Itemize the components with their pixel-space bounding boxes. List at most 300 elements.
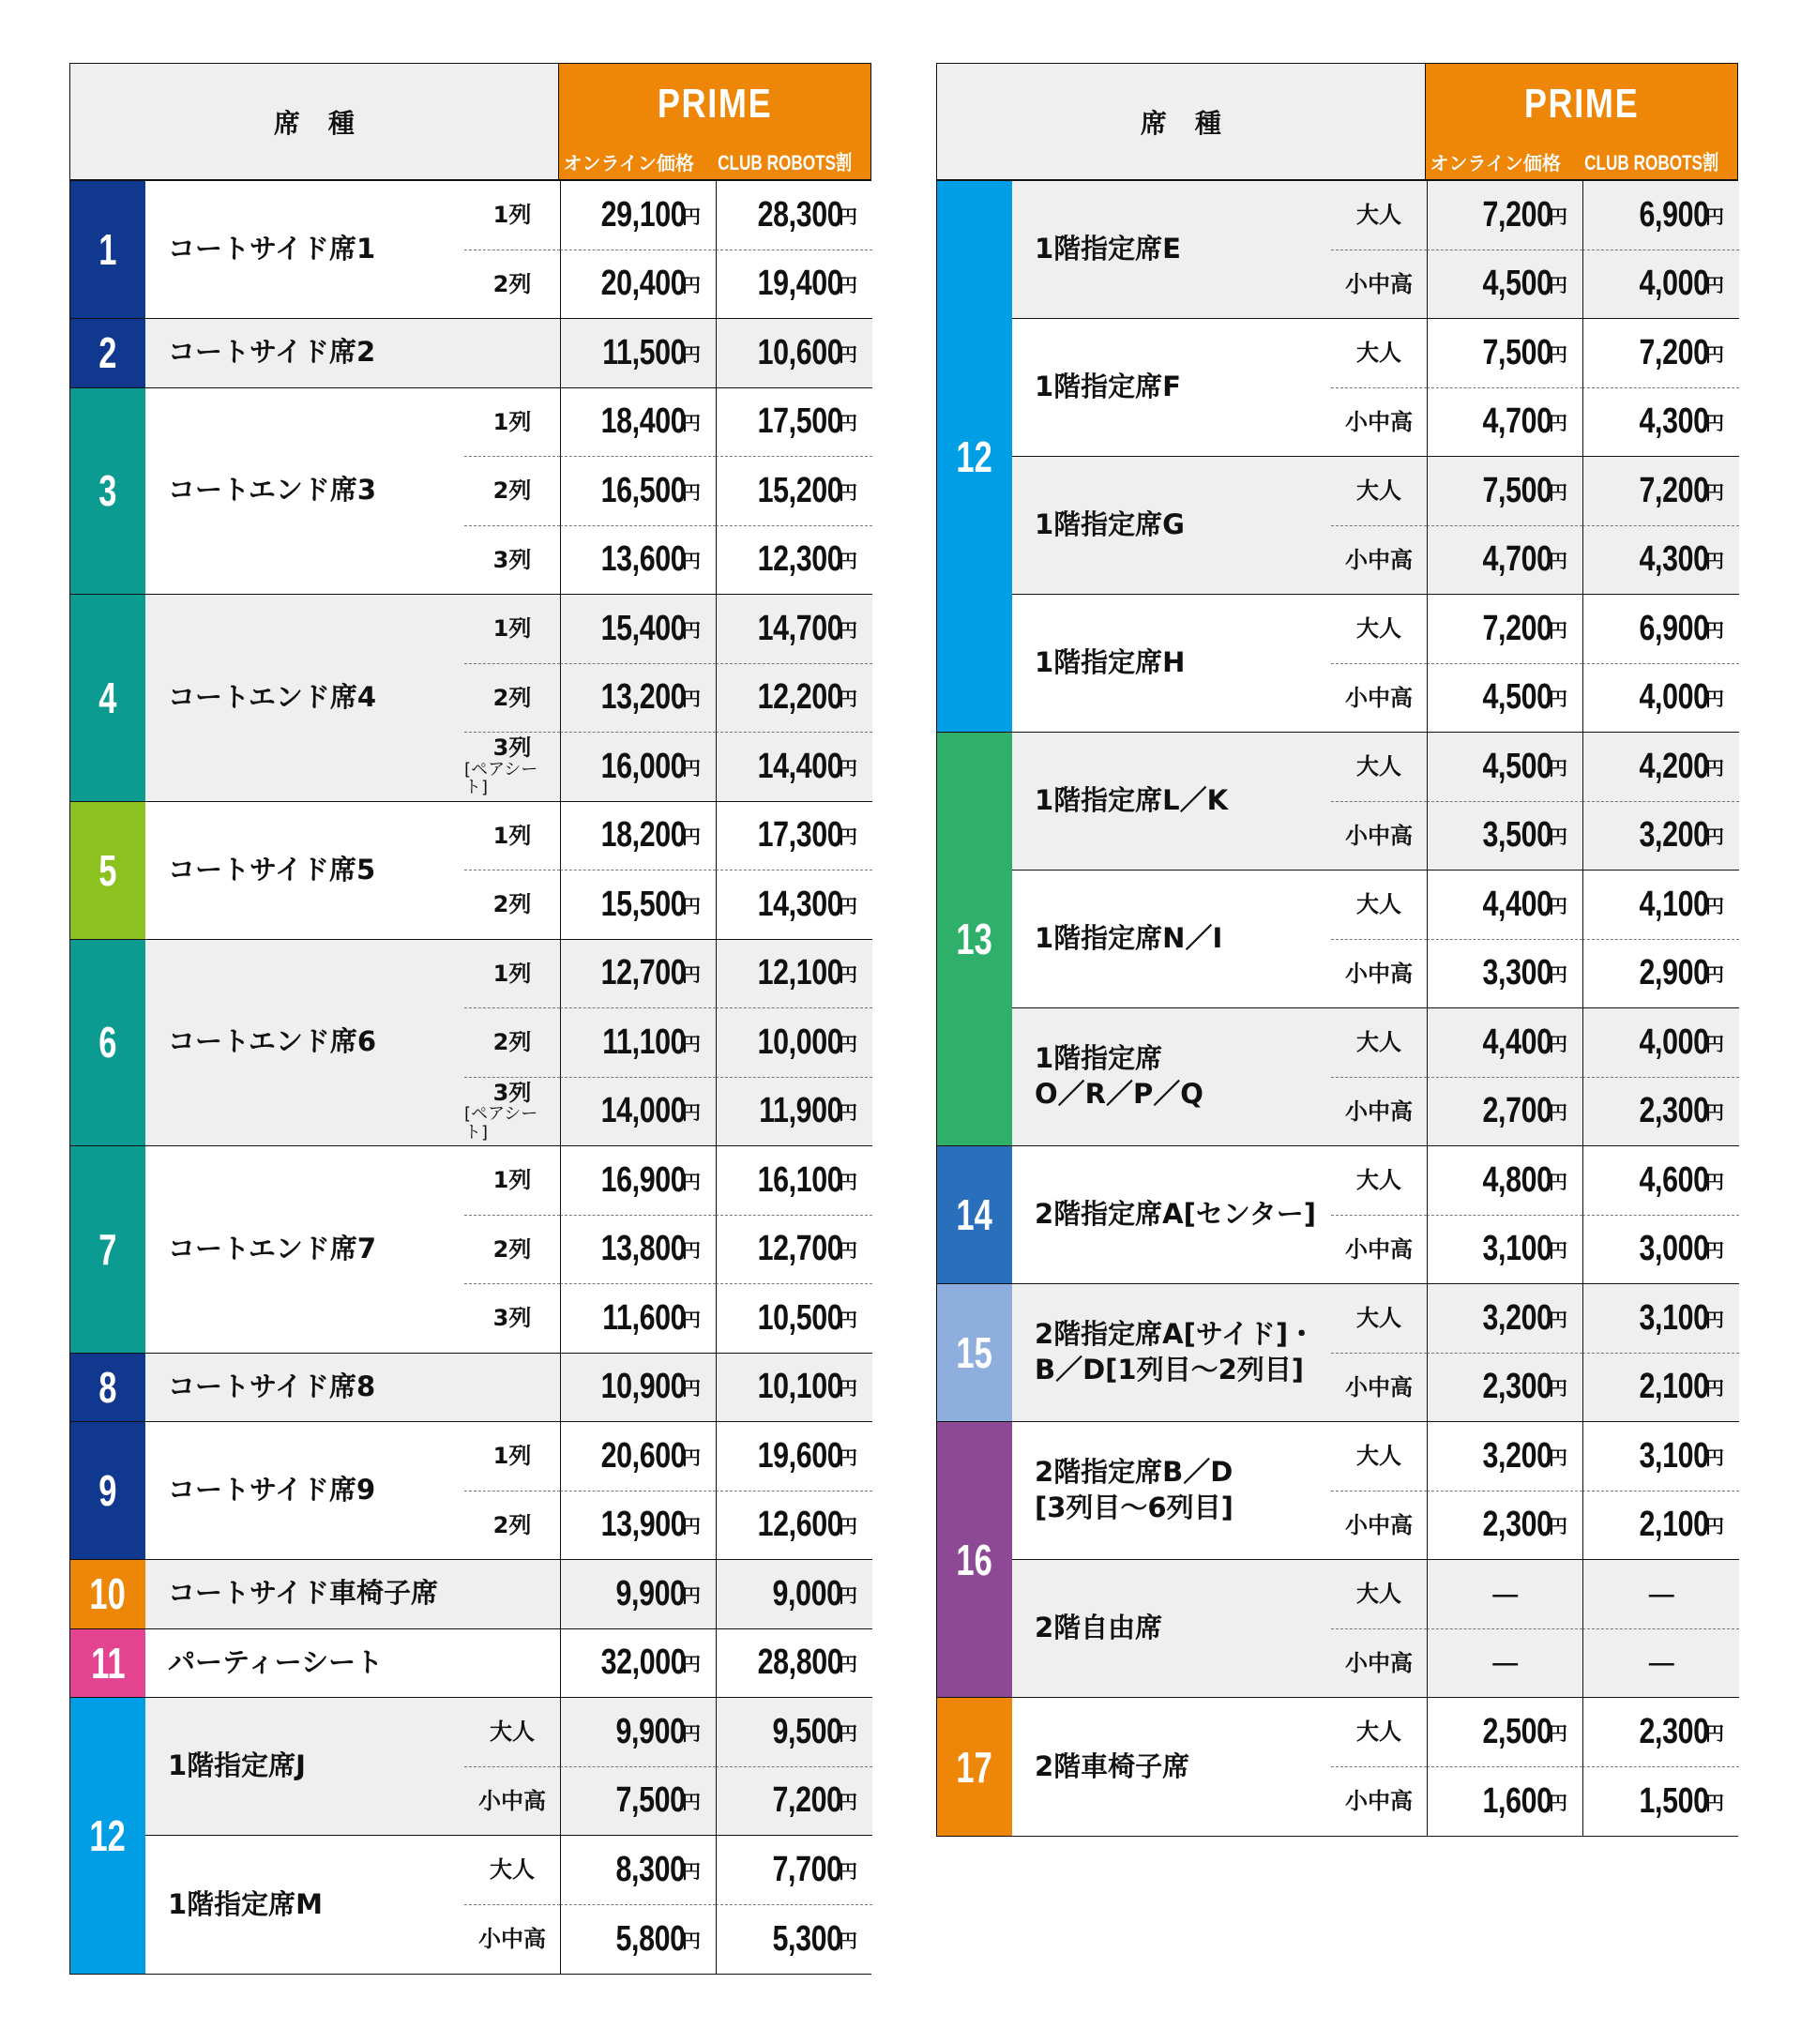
section-number-badge [937, 1284, 1012, 1422]
table-body-right [937, 181, 1737, 1836]
price-value: 10,600 [757, 332, 842, 372]
row-label-text: 2列 [492, 891, 532, 918]
row-label [464, 526, 560, 596]
price-value: 2,300 [1639, 1711, 1709, 1751]
online-price [1427, 250, 1582, 320]
section-number: 6 [98, 1018, 117, 1067]
yen-unit: 円 [682, 482, 701, 504]
online-price [560, 940, 716, 1009]
row-label-text: 1列 [492, 822, 532, 849]
yen-unit: 円 [839, 1861, 857, 1883]
club-robots-price [716, 457, 872, 526]
price-value: 7,700 [772, 1849, 842, 1889]
row-label [464, 1216, 560, 1285]
club-robots-price [716, 1078, 872, 1147]
price-value: 4,600 [1639, 1159, 1709, 1200]
club-robots-price [1582, 595, 1739, 664]
price-value: 19,600 [757, 1435, 842, 1476]
row-label-text: 小中高 [1345, 408, 1413, 435]
online-price [560, 1836, 716, 1905]
club-robots-price [1582, 1491, 1739, 1561]
online-price [1427, 1698, 1582, 1767]
online-price [1427, 595, 1582, 664]
yen-unit: 円 [1549, 827, 1567, 849]
section-number-badge [70, 1422, 145, 1560]
row-label [1331, 1698, 1427, 1767]
row-label [464, 733, 560, 802]
price-value: 3,100 [1482, 1229, 1552, 1269]
section-number-badge [70, 1560, 145, 1629]
row-label-text: 大人 [1356, 1718, 1401, 1746]
row-label-text: 小中高 [1345, 1788, 1413, 1815]
price-value: 7,500 [1482, 470, 1552, 510]
yen-unit: 円 [682, 1517, 701, 1538]
online-price [560, 1422, 716, 1491]
price-value: 3,200 [1482, 1297, 1552, 1338]
yen-unit: 円 [839, 1930, 857, 1952]
price-value: － [1489, 1648, 1521, 1685]
row-label-text: 大人 [1356, 1305, 1401, 1332]
row-label-text: 1列 [492, 1443, 532, 1470]
section-number: 3 [98, 466, 117, 516]
row-label-text: 1列 [492, 1167, 532, 1194]
section-number-badge [70, 1354, 145, 1423]
row-label [1331, 595, 1427, 664]
row-label-text: 小中高 [1345, 1098, 1413, 1125]
section-number-badge [70, 940, 145, 1147]
row-label [464, 1767, 560, 1837]
yen-unit: 円 [1705, 1517, 1724, 1538]
online-price [1427, 1560, 1582, 1629]
prime-title: PRIME [657, 80, 773, 127]
online-price [560, 1491, 716, 1561]
row-label-text: 大人 [1356, 615, 1401, 643]
price-value: 3,500 [1482, 815, 1552, 855]
row-label-text: 3列 [492, 1305, 532, 1332]
price-value: － [1645, 1579, 1677, 1615]
price-value: 16,000 [600, 746, 686, 786]
seat-name: 1階指定席H [1012, 595, 1331, 733]
price-value: 3,000 [1639, 1229, 1709, 1269]
yen-unit: 円 [1705, 552, 1724, 573]
club-robots-price [716, 871, 872, 940]
section-number: 12 [956, 432, 993, 481]
price-value: 18,400 [600, 401, 686, 442]
price-value: 2,300 [1639, 1091, 1709, 1131]
row-label [464, 1491, 560, 1561]
row-label-text: 1列 [492, 960, 532, 987]
price-value: 2,300 [1482, 1505, 1552, 1545]
table-header [937, 64, 1737, 181]
online-price [1427, 181, 1582, 250]
price-value: 3,300 [1482, 953, 1552, 993]
club-robots-price [716, 1698, 872, 1767]
price-value: 14,400 [757, 746, 842, 786]
row-label-text: 2列 [492, 1029, 532, 1056]
club-robots-price [716, 319, 872, 388]
price-value: 12,300 [757, 539, 842, 580]
section-number: 14 [956, 1190, 993, 1239]
club-robots-price [716, 802, 872, 871]
row-label [1331, 181, 1427, 250]
row-label [1331, 871, 1427, 940]
seat-name: コートエンド席4 [145, 595, 464, 802]
row-label-text: 小中高 [478, 1787, 546, 1814]
yen-unit: 円 [1705, 758, 1724, 780]
row-label [464, 457, 560, 526]
seat-type-header: 席種 [937, 64, 1426, 179]
club-robots-price [1582, 1146, 1739, 1216]
section-number-badge [70, 1698, 145, 1974]
price-value: 4,400 [1482, 884, 1552, 924]
price-value: 11,100 [602, 1022, 686, 1062]
row-label-text: 2列 [492, 1511, 532, 1538]
yen-unit: 円 [682, 896, 701, 917]
online-price [560, 1284, 716, 1354]
row-label [1331, 1354, 1427, 1423]
row-label [464, 1905, 560, 1975]
price-value: 13,900 [600, 1505, 686, 1545]
seat-name: 1階指定席F [1012, 319, 1331, 457]
row-label [464, 1354, 560, 1423]
yen-unit: 円 [1549, 552, 1567, 573]
row-label [464, 664, 560, 734]
price-value: 4,400 [1482, 1022, 1552, 1062]
price-value: 16,100 [757, 1159, 842, 1200]
club-robots-price [716, 1560, 872, 1629]
seat-name: コートサイド席8 [145, 1354, 464, 1423]
seat-name: コートエンド席3 [145, 388, 464, 596]
yen-unit: 円 [1705, 1103, 1724, 1125]
section-number: 11 [90, 1638, 126, 1688]
price-value: 15,500 [600, 884, 686, 924]
club-robots-price [1582, 1008, 1739, 1078]
row-label-text: 2列 [492, 1235, 532, 1263]
row-label [464, 1560, 560, 1629]
club-robots-price [1582, 871, 1739, 940]
yen-unit: 円 [839, 414, 857, 435]
seat-name: コートエンド席6 [145, 940, 464, 1147]
section-number: 2 [98, 328, 117, 378]
club-robots-price [1582, 802, 1739, 871]
seat-name: コートサイド席5 [145, 802, 464, 940]
seat-name: 2階指定席A[サイド]・ B／D[1列目〜2列目] [1012, 1284, 1331, 1422]
row-label-text: 大人 [1356, 1029, 1401, 1056]
online-price [560, 1698, 716, 1767]
club-robots-price [1582, 1216, 1739, 1285]
price-value: 11,600 [602, 1297, 686, 1338]
club-robots-price [1582, 181, 1739, 250]
price-value: 3,100 [1639, 1435, 1709, 1476]
price-value: 17,500 [757, 401, 842, 442]
row-label [1331, 802, 1427, 871]
row-label [1331, 1146, 1427, 1216]
price-value: 4,300 [1639, 539, 1709, 580]
yen-unit: 円 [682, 1655, 701, 1676]
section-number-badge [937, 1422, 1012, 1698]
yen-unit: 円 [839, 344, 857, 366]
yen-unit: 円 [839, 965, 857, 987]
yen-unit: 円 [839, 206, 857, 228]
online-price [560, 1905, 716, 1975]
yen-unit: 円 [1549, 1447, 1567, 1469]
club-robots-price [716, 250, 872, 320]
yen-unit: 円 [1705, 896, 1724, 917]
online-price [560, 1078, 716, 1147]
online-price [560, 595, 716, 664]
pair-seat-label: [ペアシート] [464, 759, 538, 798]
row-label [464, 388, 560, 458]
section-number-badge [937, 733, 1012, 1146]
price-value: 7,200 [1482, 194, 1552, 235]
club-robots-price [716, 181, 872, 250]
price-value: 4,000 [1639, 1022, 1709, 1062]
row-label-text: 大人 [1356, 1581, 1401, 1608]
club-robots-price [716, 1836, 872, 1905]
section-number: 15 [956, 1328, 993, 1377]
price-value: 29,100 [600, 194, 686, 235]
price-value: 20,400 [600, 264, 686, 304]
yen-unit: 円 [1705, 1793, 1724, 1814]
price-value: 17,300 [757, 815, 842, 855]
online-price [560, 1216, 716, 1285]
row-label-text: 大人 [1356, 1443, 1401, 1470]
yen-unit: 円 [682, 1447, 701, 1469]
yen-unit: 円 [682, 1723, 701, 1745]
online-price [560, 319, 716, 388]
price-value: 11,500 [602, 332, 686, 372]
yen-unit: 円 [839, 482, 857, 504]
online-price [1427, 1216, 1582, 1285]
club-robots-price [1582, 1078, 1739, 1147]
price-value: 4,500 [1482, 746, 1552, 786]
price-value: 6,900 [1639, 608, 1709, 648]
club-robots-price [1582, 1422, 1739, 1491]
row-label [464, 181, 560, 250]
row-label-text: 1列 [492, 615, 532, 643]
yen-unit: 円 [1705, 965, 1724, 987]
yen-unit: 円 [682, 1585, 701, 1607]
yen-unit: 円 [1549, 1310, 1567, 1331]
club-robots-price [716, 940, 872, 1009]
online-price [560, 250, 716, 320]
row-label [1331, 457, 1427, 526]
online-price [1427, 1422, 1582, 1491]
row-label [464, 940, 560, 1009]
price-value: 10,500 [757, 1297, 842, 1338]
online-price [1427, 1629, 1582, 1699]
price-value: 14,000 [600, 1091, 686, 1131]
online-price [1427, 664, 1582, 734]
seat-name: 2階指定席A[センター] [1012, 1146, 1331, 1284]
price-value: 4,300 [1639, 401, 1709, 442]
club-robots-price [1582, 1284, 1739, 1354]
section-number: 17 [956, 1742, 993, 1792]
row-label [1331, 1008, 1427, 1078]
club-robots-price [1582, 526, 1739, 596]
yen-unit: 円 [682, 1930, 701, 1952]
price-value: 1,500 [1639, 1780, 1709, 1821]
seat-name: コートサイド席9 [145, 1422, 464, 1560]
row-label-text: 小中高 [1345, 822, 1413, 849]
row-label-text: 大人 [1356, 202, 1401, 229]
yen-unit: 円 [1705, 482, 1724, 504]
seat-name: 2階指定席B／D [3列目〜6列目] [1012, 1422, 1331, 1560]
section-number-badge [937, 1698, 1012, 1836]
row-label [1331, 1422, 1427, 1491]
club-robots-price [1582, 664, 1739, 734]
yen-unit: 円 [1549, 1172, 1567, 1193]
price-value: 28,800 [757, 1643, 842, 1683]
row-label-text: 1列 [492, 202, 532, 229]
seat-name: コートサイド席1 [145, 181, 464, 319]
club-robots-price [716, 1491, 872, 1561]
section-number: 9 [98, 1466, 117, 1515]
yen-unit: 円 [682, 1103, 701, 1125]
club-robots-price [1582, 1698, 1739, 1767]
price-value: 16,500 [600, 470, 686, 510]
row-label-text: 大人 [1356, 1167, 1401, 1194]
yen-unit: 円 [1549, 896, 1567, 917]
yen-unit: 円 [839, 1585, 857, 1607]
price-value: 7,500 [1482, 332, 1552, 372]
yen-unit: 円 [1705, 276, 1724, 297]
online-price [1427, 871, 1582, 940]
seat-name: 2階自由席 [1012, 1560, 1331, 1698]
club-robots-price [716, 1422, 872, 1491]
yen-unit: 円 [1549, 1103, 1567, 1125]
price-value: 4,800 [1482, 1159, 1552, 1200]
price-value: 15,200 [757, 470, 842, 510]
row-label [1331, 1284, 1427, 1354]
section-number-badge [70, 388, 145, 596]
row-label [1331, 1560, 1427, 1629]
seat-name: 1階指定席N／I [1012, 871, 1331, 1008]
online-price-label: オンライン価格 [1430, 151, 1561, 174]
price-value: 13,800 [600, 1229, 686, 1269]
club-robots-price [716, 1008, 872, 1078]
club-robots-price [1582, 733, 1739, 802]
prime-header [1426, 64, 1737, 179]
row-label-text: 1列 [492, 408, 532, 435]
price-value: 12,600 [757, 1505, 842, 1545]
seat-name: 1階指定席J [145, 1698, 464, 1836]
price-column-labels [1426, 144, 1737, 179]
yen-unit: 円 [1549, 965, 1567, 987]
section-number: 8 [98, 1362, 117, 1412]
row-label-text: 小中高 [1345, 1373, 1413, 1401]
price-value: 14,300 [757, 884, 842, 924]
club-robots-price [716, 595, 872, 664]
row-label-text: 小中高 [1345, 270, 1413, 297]
price-value: 4,700 [1482, 401, 1552, 442]
price-value: 7,500 [615, 1780, 686, 1821]
row-label-text: 小中高 [1345, 684, 1413, 711]
table-body-left [70, 181, 870, 1974]
price-value: 5,300 [772, 1918, 842, 1959]
yen-unit: 円 [682, 1793, 701, 1814]
yen-unit: 円 [1705, 344, 1724, 366]
price-value: － [1645, 1648, 1677, 1685]
section-number: 13 [956, 915, 993, 963]
section-number-badge [70, 1146, 145, 1354]
price-value: 1,600 [1482, 1780, 1552, 1821]
online-price [1427, 1354, 1582, 1423]
club-robots-label: CLUB ROBOTS割 [1583, 150, 1718, 174]
row-label [1331, 526, 1427, 596]
yen-unit: 円 [1705, 414, 1724, 435]
price-value: 4,200 [1639, 746, 1709, 786]
yen-unit: 円 [839, 1310, 857, 1331]
price-table-right [936, 63, 1738, 1837]
price-value: 11,900 [759, 1091, 842, 1131]
price-value: 4,500 [1482, 677, 1552, 718]
pair-seat-label: [ペアシート] [464, 1104, 538, 1143]
online-price [560, 1560, 716, 1629]
yen-unit: 円 [682, 965, 701, 987]
yen-unit: 円 [1705, 1723, 1724, 1745]
yen-unit: 円 [839, 689, 857, 711]
yen-unit: 円 [682, 344, 701, 366]
price-value: 2,100 [1639, 1505, 1709, 1545]
section-number-badge [937, 1146, 1012, 1284]
price-value: 9,500 [772, 1711, 842, 1751]
price-value: 9,900 [615, 1573, 686, 1613]
row-label-text: 3列 [492, 546, 532, 573]
section-number-badge [70, 1629, 145, 1699]
seat-name: 1階指定席G [1012, 457, 1331, 595]
yen-unit: 円 [682, 1310, 701, 1331]
price-value: 9,900 [615, 1711, 686, 1751]
yen-unit: 円 [1549, 1723, 1567, 1745]
row-label [464, 250, 560, 320]
section-number: 16 [956, 1535, 993, 1584]
yen-unit: 円 [682, 620, 701, 642]
price-value: 12,700 [600, 953, 686, 993]
price-value: 28,300 [757, 194, 842, 235]
row-label-text: 小中高 [478, 1926, 546, 1953]
online-price [1427, 1767, 1582, 1837]
club-robots-price [716, 1284, 872, 1354]
row-label [464, 871, 560, 940]
yen-unit: 円 [1705, 620, 1724, 642]
yen-unit: 円 [839, 1103, 857, 1125]
row-label [464, 1146, 560, 1216]
price-value: 2,700 [1482, 1091, 1552, 1131]
row-label-text: 大人 [1356, 340, 1401, 367]
row-label [1331, 1767, 1427, 1837]
section-number: 4 [98, 673, 117, 722]
price-value: 2,300 [1482, 1367, 1552, 1407]
price-value: 7,200 [1482, 608, 1552, 648]
club-robots-price [716, 1216, 872, 1285]
online-price-label: オンライン価格 [563, 151, 694, 174]
club-robots-price [1582, 1767, 1739, 1837]
club-robots-price [1582, 1629, 1739, 1699]
online-price [1427, 319, 1582, 388]
yen-unit: 円 [682, 827, 701, 849]
club-robots-price [716, 1629, 872, 1699]
price-value: 6,900 [1639, 194, 1709, 235]
price-value: 14,700 [757, 608, 842, 648]
yen-unit: 円 [682, 552, 701, 573]
yen-unit: 円 [682, 689, 701, 711]
yen-unit: 円 [839, 758, 857, 780]
price-value: 9,000 [772, 1573, 842, 1613]
row-label-text: 小中高 [1345, 1511, 1413, 1538]
yen-unit: 円 [682, 1034, 701, 1055]
price-value: 10,000 [757, 1022, 842, 1062]
